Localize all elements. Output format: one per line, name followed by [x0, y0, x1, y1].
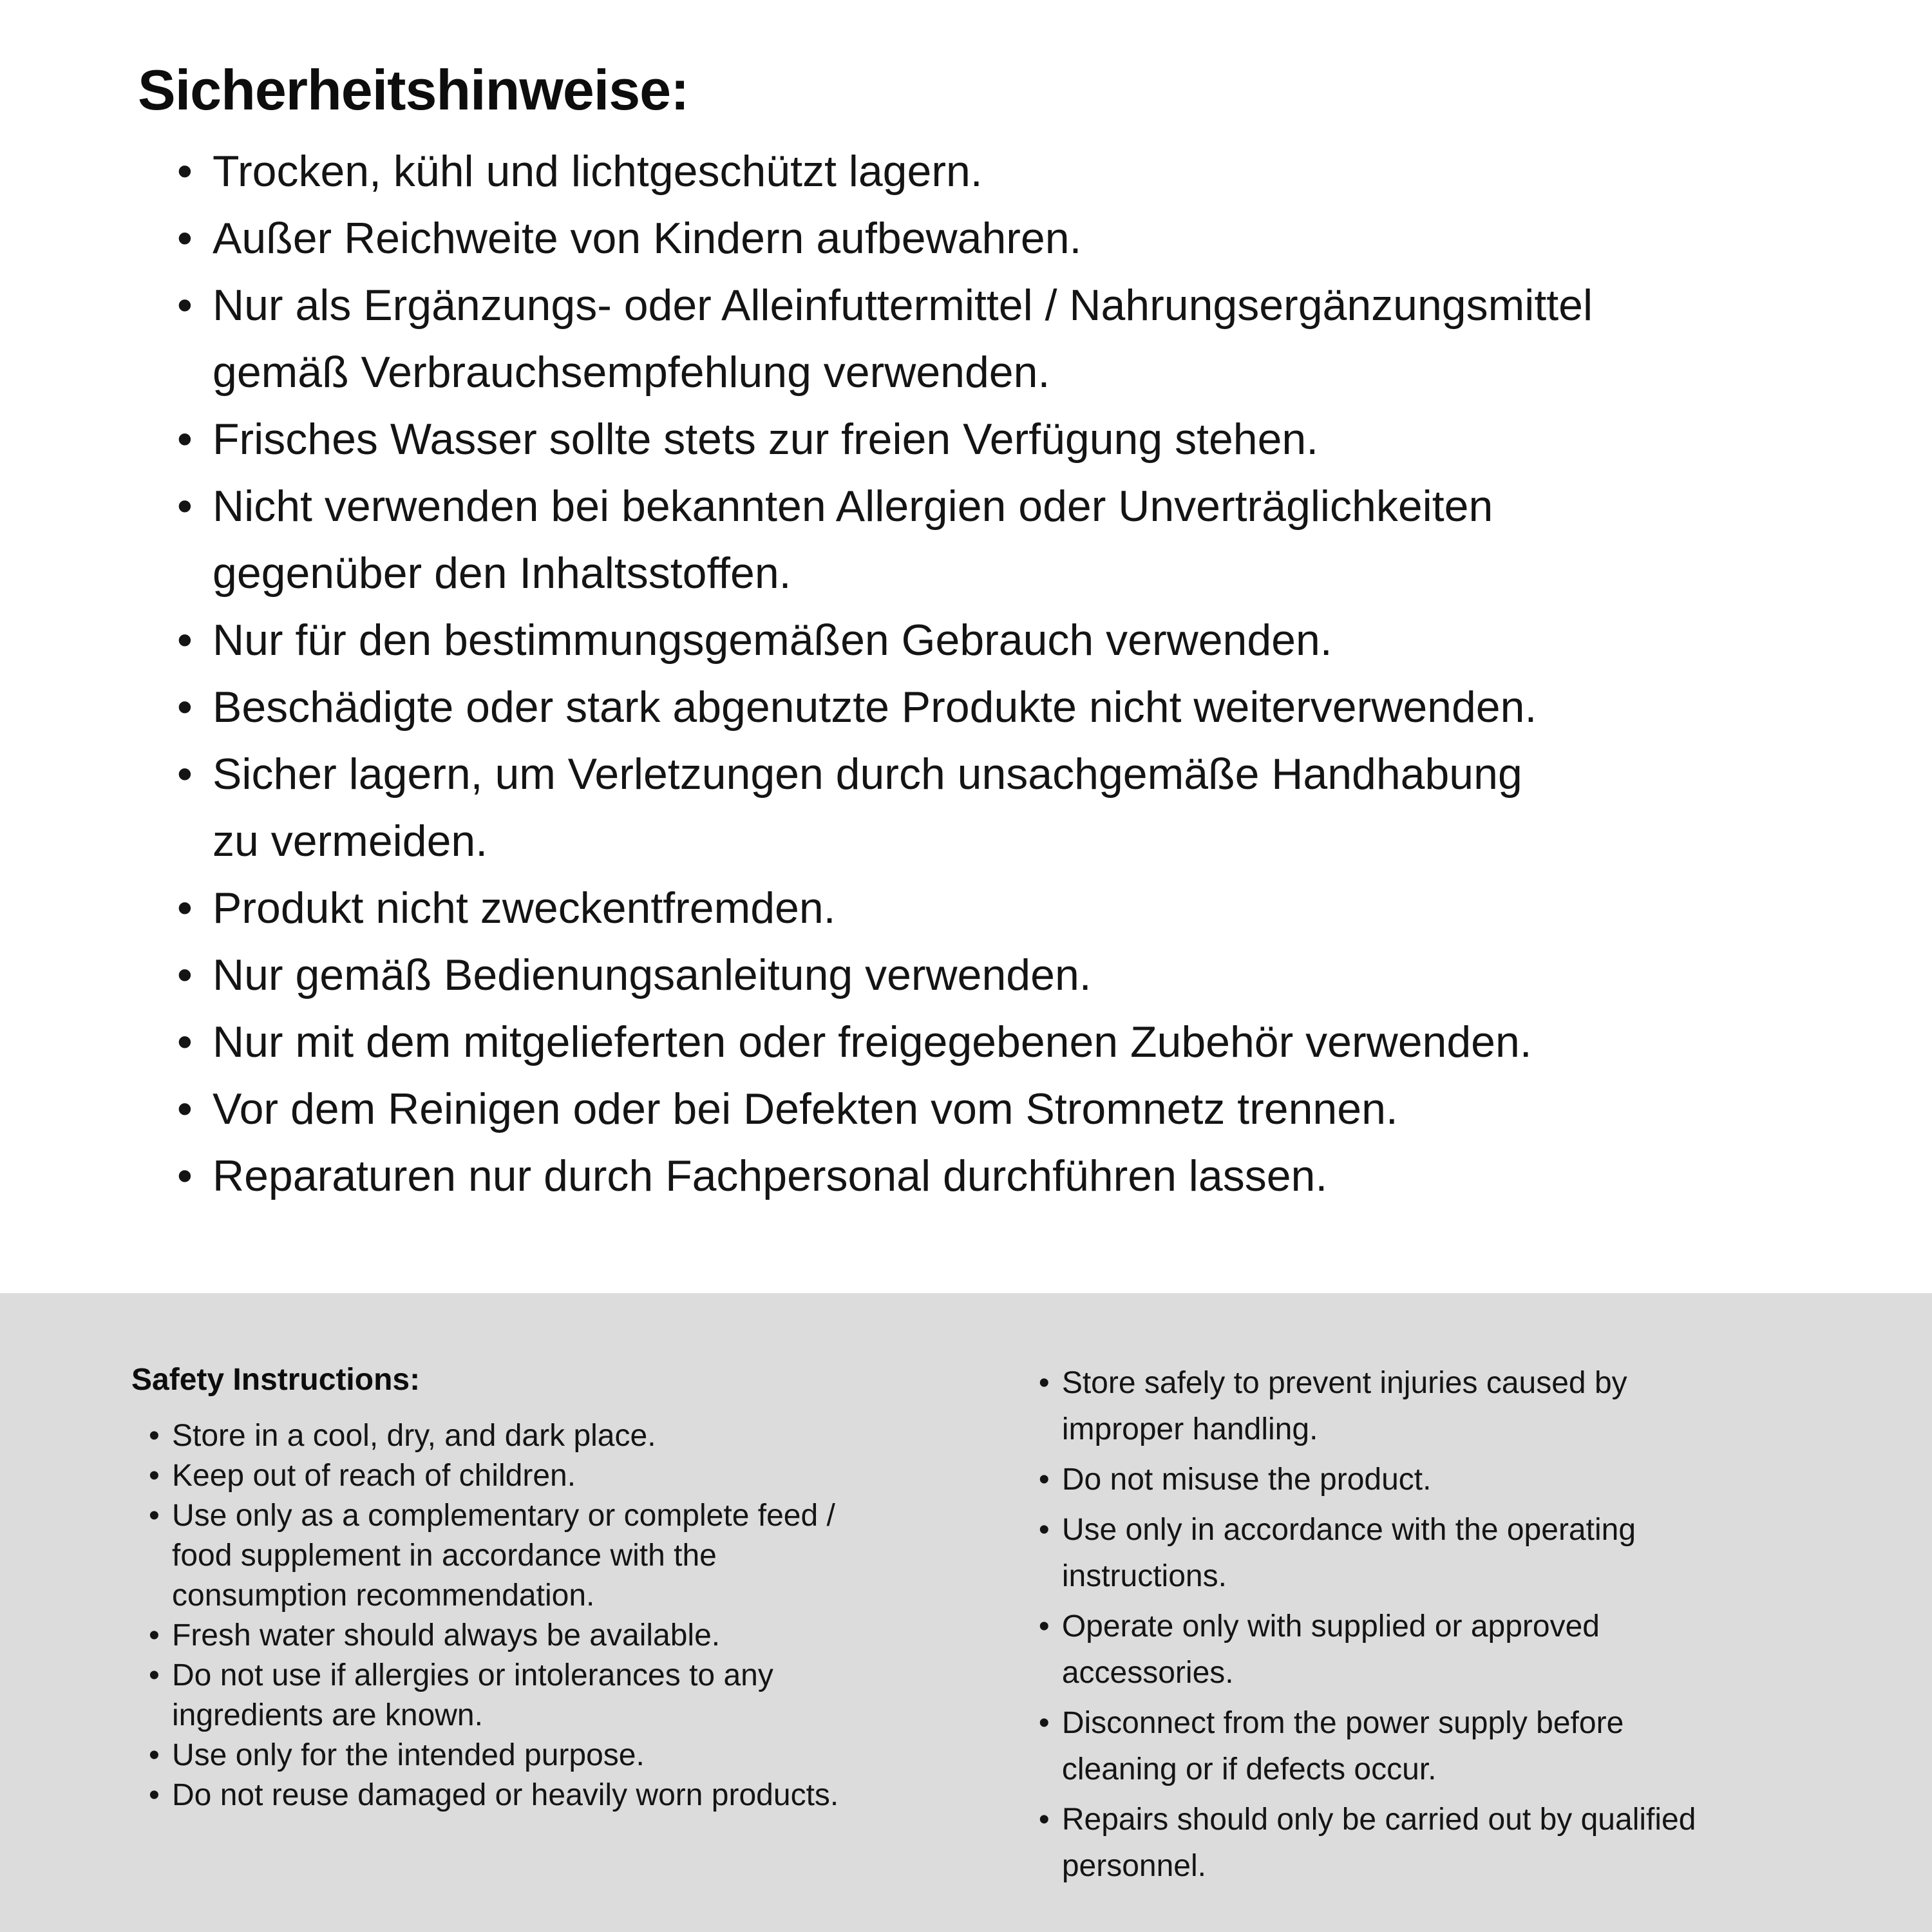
german-title: Sicherheitshinweise:	[138, 58, 689, 122]
list-item: • Produkt nicht zweckentfremden.	[177, 875, 1800, 942]
list-item: • Sicher lagern, um Verletzungen durch unsachgemäße Handhabung zu vermeiden.	[177, 741, 1800, 875]
english-right-list	[1039, 1360, 1887, 1889]
list-item: • Use only in accordance with the operating instructions.	[1039, 1507, 1887, 1600]
english-right-column	[1039, 1360, 1887, 1893]
list-item: • Nur für den bestimmungsgemäßen Gebrauch verwenden.	[177, 607, 1800, 674]
list-item: • Frisches Wasser sollte stets zur freien Verfügung stehen.	[177, 406, 1800, 473]
english-left-list	[149, 1416, 1003, 1815]
list-item: • Keep out of reach of children.	[149, 1456, 1003, 1496]
list-item: • Do not misuse the product.	[1039, 1457, 1887, 1503]
list-item: • Store in a cool, dry, and dark place.	[149, 1416, 1003, 1456]
list-item: • Reparaturen nur durch Fachpersonal durchführen lassen.	[177, 1142, 1800, 1209]
english-title: Safety Instructions:	[131, 1363, 421, 1397]
list-item: • Store safely to prevent injuries caused by improper handling.	[1039, 1360, 1887, 1453]
list-item: • Nur mit dem mitgelieferten oder freigegebenen Zubehör verwenden.	[177, 1009, 1800, 1075]
list-item: • Repairs should only be carried out by qualified personnel.	[1039, 1797, 1887, 1889]
list-item: • Disconnect from the power supply before cleaning or if defects occur.	[1039, 1700, 1887, 1793]
english-left-column	[131, 1360, 1003, 1815]
list-item: • Vor dem Reinigen oder bei Defekten vom Stromnetz trennen.	[177, 1075, 1800, 1142]
list-item: • Use only as a complementary or complete feed / food supplement in accordance with the consumption recommendation.	[149, 1496, 1003, 1616]
list-item: • Do not reuse damaged or heavily worn products.	[149, 1776, 1003, 1815]
list-item: • Do not use if allergies or intolerances to any ingredients are known.	[149, 1656, 1003, 1736]
list-item: • Beschädigte oder stark abgenutzte Produkte nicht weiterverwenden.	[177, 674, 1800, 741]
list-item: • Nur als Ergänzungs- oder Alleinfuttermittel / Nahrungsergänzungsmittel gemäß Verbrauchsempfehlung verwenden.	[177, 272, 1800, 406]
list-item: • Außer Reichweite von Kindern aufbewahren.	[177, 205, 1800, 272]
list-item: • Operate only with supplied or approved accessories.	[1039, 1604, 1887, 1696]
list-item: • Use only for the intended purpose.	[149, 1736, 1003, 1776]
list-item: • Nicht verwenden bei bekannten Allergien oder Unverträglichkeiten gegenüber den Inhaltsstoffen.	[177, 473, 1800, 607]
list-item: • Trocken, kühl und lichtgeschützt lagern.	[177, 138, 1800, 205]
list-item: • Nur gemäß Bedienungsanleitung verwenden.	[177, 942, 1800, 1009]
english-section	[0, 1293, 1932, 1932]
list-item: • Fresh water should always be available.	[149, 1616, 1003, 1656]
german-safety-list	[177, 138, 1800, 1209]
